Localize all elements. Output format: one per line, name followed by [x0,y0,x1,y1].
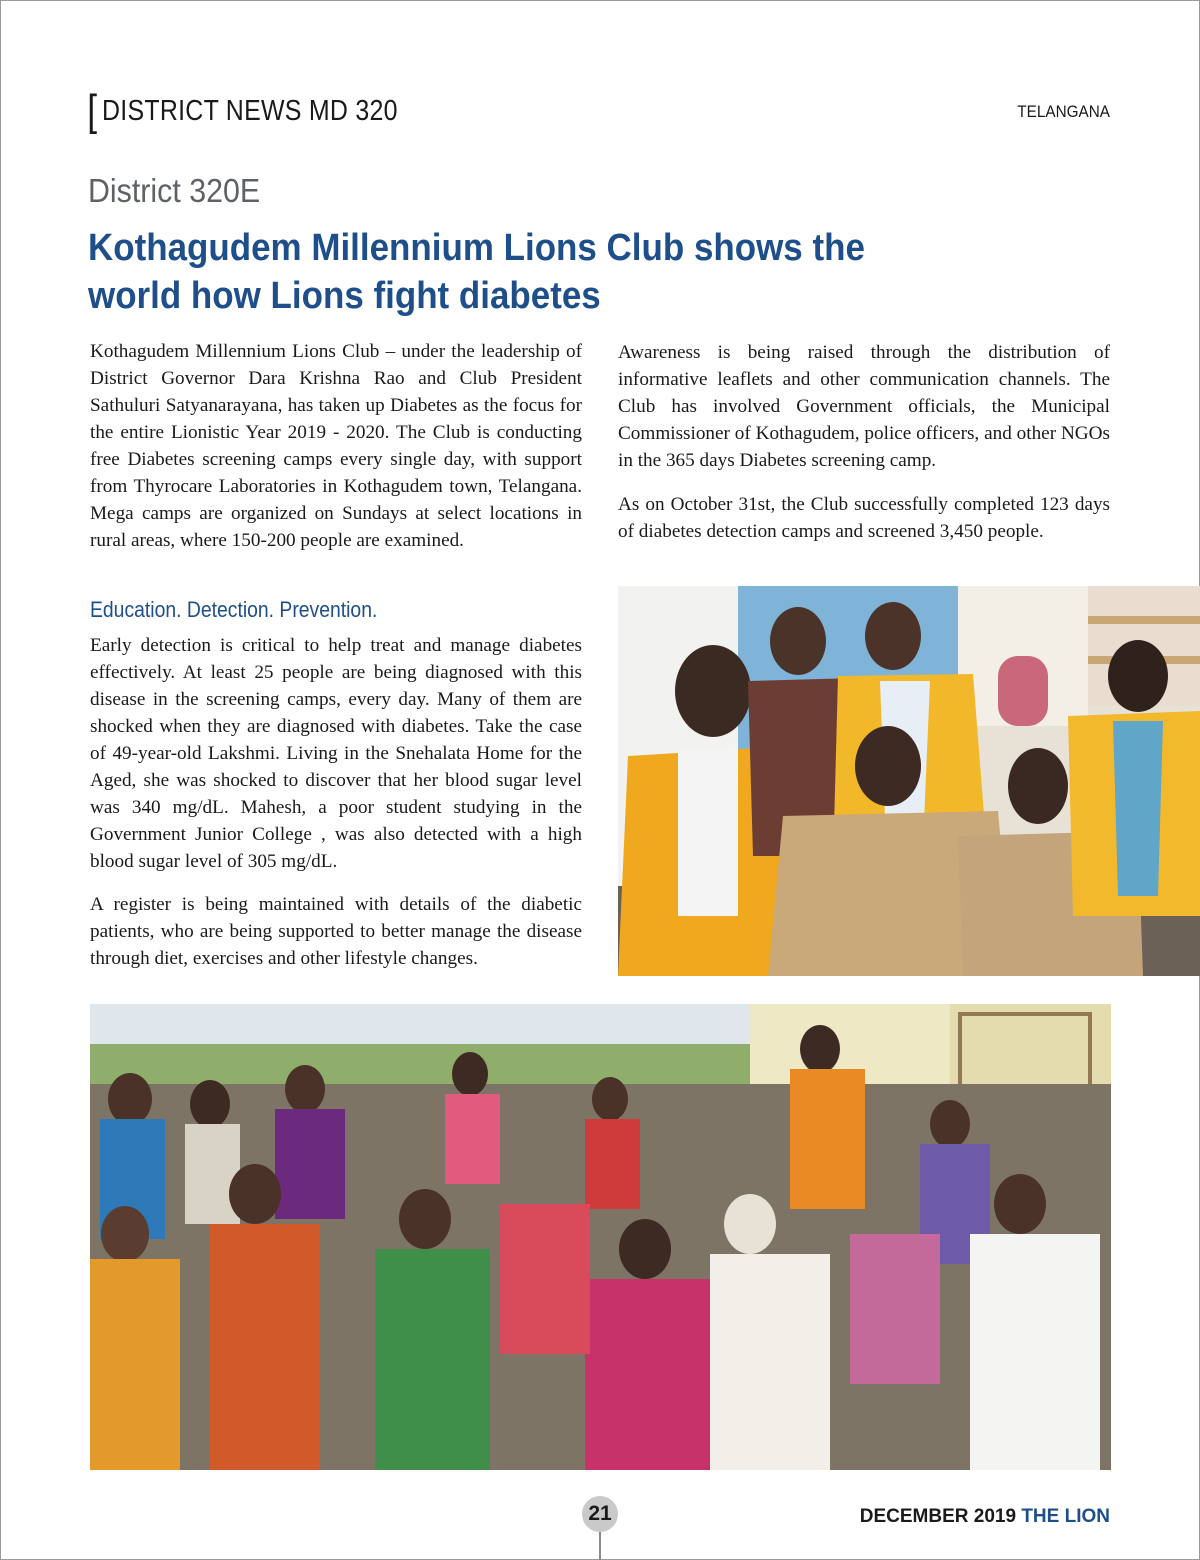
region-label: TELANGANA [1017,102,1110,121]
page-number [582,1496,618,1532]
photo-camp-crowd-illustration [90,1004,1111,1470]
footer-issue: DECEMBER 2019 [859,1506,1017,1527]
footer-publication [860,1506,1110,1528]
article-paragraph-2 [90,632,582,875]
section-bracket-icon: [ [87,86,98,135]
paragraph-text: Awareness is being raised through the distribution of informative leaflets and other communication channels. The Club has involved Government officials, the Municipal Commissioner of Kothagudem, police officers, and other NGOs in the 365 days Diabetes screening camp. [618,342,1110,471]
paragraph-text: Early detection is critical to help treat and manage diabetes effectively. At least 25 people are being diagnosed with this disease in the screening camps, every day. Many of them are shocked when they are diagnosed with diabetes. Take the case of 49-year-old Lakshmi. Living in the Snehalata Home for the Aged, she was shocked to discover that her blood sugar level was 340 mg/dL. Mahesh, a poor student studying in the Government Junior College , was also detected with a high blood sugar level of 305 mg/dL. [90,635,582,872]
article-paragraph-3 [90,891,582,972]
page-number-text: 21 [588,1502,612,1525]
paragraph-text: Kothagudem Millennium Lions Club – under the leadership of District Governor Dara Krishna Rao and Club President Sathuluri Satyanarayana, has taken up Diabetes as the focus for the entire Lionistic Year 2019 - 2020. The Club is conducting free Diabetes screening camps every single day, with support from Thyrocare Laboratories in Kothagudem town, Telangana. Mega camps are organized on Sundays at select locations in rural areas, where 150-200 people are examined. [90,341,582,551]
paragraph-text: A register is being maintained with details of the diabetic patients, who are being supported to better manage the disease through diet, exercises and other lifestyle changes. [90,894,582,969]
paragraph-text: As on October 31st, the Club successfully completed 123 days of diabetes detection camps and screened 3,450 people. [618,494,1110,542]
article-headline: Kothagudem Millennium Lions Club shows the world how Lions fight diabetes [88,227,865,317]
photo-camp-crowd [90,1004,1111,1470]
article-paragraph-5 [618,491,1110,545]
section-header [86,88,446,134]
article-subhead: Education. Detection. Prevention. [90,597,378,622]
footer-magazine: THE LION [1021,1506,1110,1527]
article-paragraph-1 [90,338,582,554]
photo-screening [618,586,1200,976]
section-title: DISTRICT NEWS MD 320 [102,94,398,127]
article-paragraph-4 [618,339,1110,474]
district-heading: District 320E [88,172,261,209]
page-number-rule [599,1528,601,1560]
photo-screening-illustration [618,586,1200,976]
